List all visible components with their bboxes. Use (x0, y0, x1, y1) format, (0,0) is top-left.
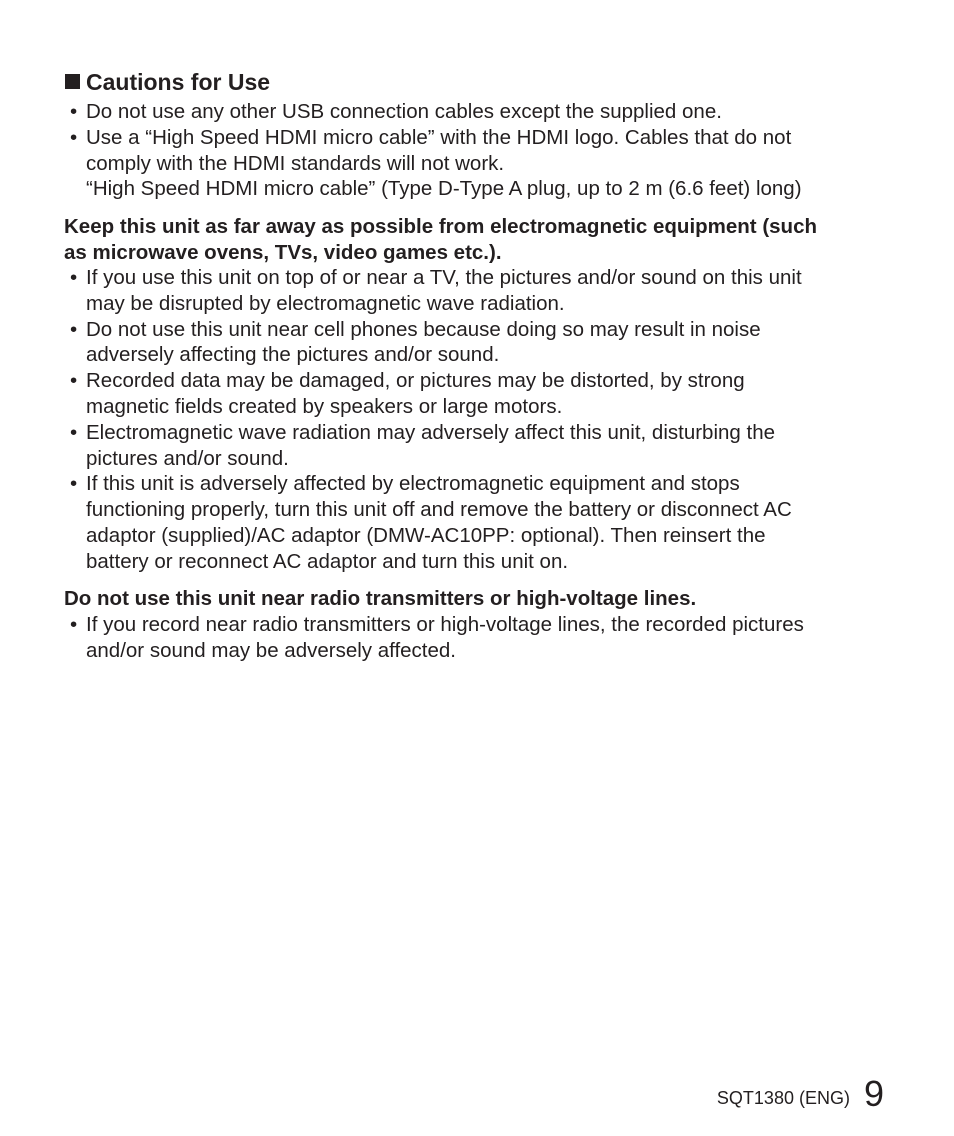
page-footer (717, 1074, 884, 1122)
bullet-dot-icon: • (70, 100, 78, 123)
bullet-dot-icon: • (70, 613, 78, 636)
list-item: • Do not use any other USB connection cables except the supplied one. (70, 100, 722, 123)
list-item: • Use a “High Speed HDMI micro cable” with the HDMI logo. Cables that do not comply with the HDMI standards will not work. “High Speed HDMI micro cable” (Type D-Type A plug, up to 2 m (6.6 feet) long) (70, 125, 802, 201)
radio-list (65, 612, 905, 664)
bullet-dot-icon: • (70, 472, 78, 496)
document-code: SQT1380 (ENG) (716, 1088, 850, 1108)
square-bullet-icon (65, 74, 80, 89)
electromagnetic-list (65, 265, 905, 575)
bullet-dot-icon: • (70, 266, 78, 289)
section-heading-electromagnetic: Keep this unit as far away as possible from electromagnetic equipment (such as microwave ovens, TVs, video games etc.). (64, 215, 818, 264)
cautions-list (65, 99, 905, 202)
list-item: • If you record near radio transmitters or high-voltage lines, the recorded pictures and/or sound may be adversely affected. (70, 613, 804, 662)
list-item: • If you use this unit on top of or near a TV, the pictures and/or sound on this unit may be disrupted by electromagnetic wave radiation. (70, 266, 802, 315)
page-number: 9 (863, 1073, 884, 1114)
bullet-dot-icon: • (70, 125, 78, 149)
list-item: • Electromagnetic wave radiation may adversely affect this unit, disturbing the pictures and/or sound. (70, 420, 776, 470)
bullet-dot-icon: • (70, 317, 78, 341)
bullet-dot-icon: • (70, 369, 78, 393)
list-item: • If this unit is adversely affected by electromagnetic equipment and stops functioning properly, turn this unit off and remove the battery or disconnect AC adaptor (supplied)/AC adaptor (DMW-AC10PP: optional). Then reinsert the battery or reconnect AC adaptor and turn this unit on. (70, 472, 792, 573)
list-item: • Do not use this unit near cell phones because doing so may result in noise adversely affecting the pictures and/or sound. (70, 317, 761, 367)
section-heading-radio: Do not use this unit near radio transmitters or high-voltage lines. (64, 587, 697, 610)
bullet-dot-icon: • (70, 420, 78, 444)
section-heading-cautions: Cautions for Use (65, 67, 270, 97)
list-item: • Recorded data may be damaged, or pictures may be distorted, by strong magnetic fields created by speakers or large motors. (70, 369, 745, 418)
